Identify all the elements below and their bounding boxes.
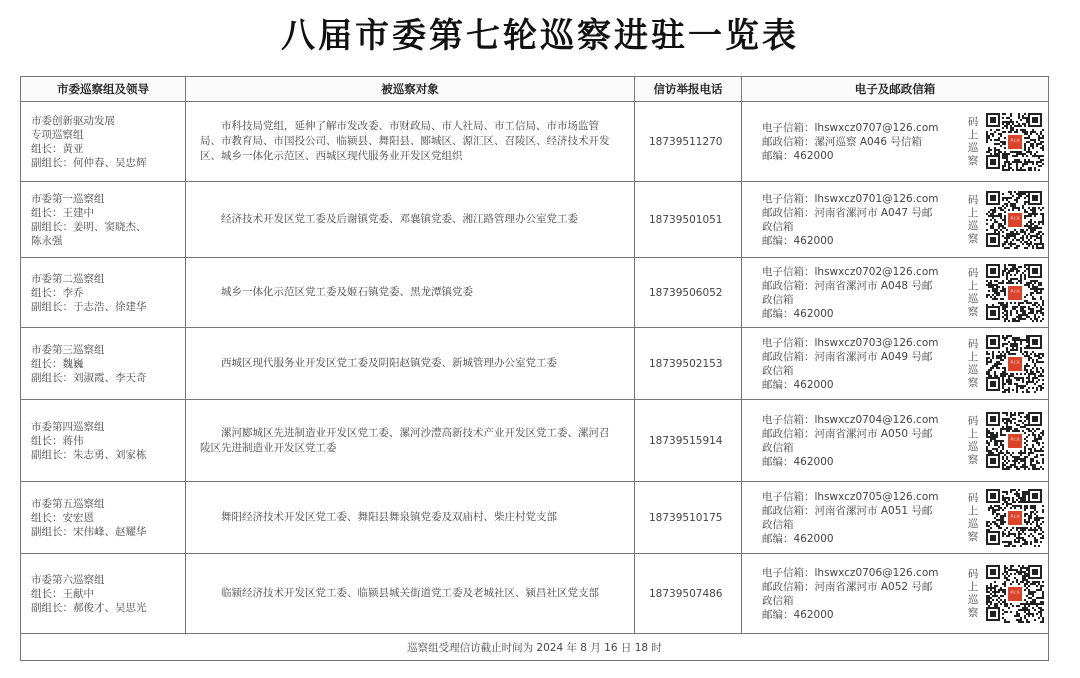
mailbox-line: 政信箱 xyxy=(762,594,794,607)
mailbox-line: 邮政信箱：河南省漯河市 A049 号邮 xyxy=(762,350,933,363)
report-phone: 18739507486 xyxy=(635,554,742,634)
inspected-target-cell xyxy=(186,182,635,258)
inspected-target-text: 西城区现代服务业开发区党工委及阴阳赵镇党委、新城管理办公室党工委 xyxy=(221,357,557,369)
mailbox-line: 邮编：462000 xyxy=(762,608,834,621)
footer-row xyxy=(21,634,1049,661)
inspection-group-cell xyxy=(21,182,186,258)
page-title: 八届市委第七轮巡察进驻一览表 xyxy=(281,16,799,56)
inspected-target-text: 经济技术开发区党工委及后谢镇党委、邓襄镇党委、湘江路管理办公室党工委 xyxy=(221,213,578,225)
inspected-target-text: 城乡一体化示范区党工委及姬石镇党委、黑龙潭镇党委 xyxy=(221,286,473,298)
inspected-target-cell xyxy=(186,328,635,400)
qr-badge-label: 码上巡 xyxy=(1010,589,1020,594)
table-row xyxy=(21,482,1049,554)
mailbox-line: 电子信箱：lhswxcz0703@126.com xyxy=(762,336,939,349)
mailbox-line: 政信箱 xyxy=(762,441,794,454)
mailbox-text xyxy=(762,265,962,321)
qr-code-graphic xyxy=(986,412,1044,470)
inspected-target-cell xyxy=(186,258,635,328)
table-row xyxy=(21,182,1049,258)
mailbox-line: 邮政信箱：河南省漯河市 A050 号邮 xyxy=(762,427,933,440)
qr-code-graphic xyxy=(986,191,1044,249)
group-line: 陈永强 xyxy=(31,234,63,247)
mailbox-line: 邮编：462000 xyxy=(762,234,834,247)
group-line: 副组长：姜明、窦晓杰、 xyxy=(31,220,147,233)
scan-label: 码上巡察 xyxy=(967,337,979,389)
mailbox-line: 邮政信箱：漯河巡察 A046 号信箱 xyxy=(762,135,922,148)
header-group: 市委巡察组及领导 xyxy=(21,77,186,102)
scan-label: 码上巡察 xyxy=(967,115,979,167)
mailbox-line: 邮编：462000 xyxy=(762,455,834,468)
group-line: 副组长：郝俊才、吴思光 xyxy=(31,601,147,614)
inspected-target-cell xyxy=(186,482,635,554)
mailbox-line: 政信箱 xyxy=(762,364,794,377)
qr-badge-label: 码上巡 xyxy=(1010,215,1020,220)
header-phone: 信访举报电话 xyxy=(635,77,742,102)
group-line: 组长：王献中 xyxy=(31,587,94,600)
mailbox-cell xyxy=(742,400,1049,482)
qr-code-icon[interactable] xyxy=(986,191,1044,249)
mailbox-line: 政信箱 xyxy=(762,293,794,306)
scan-label: 码上巡察 xyxy=(967,193,979,245)
qr-code-icon[interactable] xyxy=(986,412,1044,470)
group-line: 市委第五巡察组 xyxy=(31,497,105,510)
inspection-group-cell xyxy=(21,102,186,182)
inspection-group-cell xyxy=(21,258,186,328)
mailbox-line: 电子信箱：lhswxcz0706@126.com xyxy=(762,566,939,579)
qr-code-graphic xyxy=(986,264,1044,322)
qr-code-icon[interactable] xyxy=(986,489,1044,547)
mailbox-line: 电子信箱：lhswxcz0705@126.com xyxy=(762,490,939,503)
mailbox-line: 邮政信箱：河南省漯河市 A052 号邮 xyxy=(762,580,933,593)
mailbox-line: 电子信箱：lhswxcz0707@126.com xyxy=(762,121,939,134)
mailbox-line: 邮政信箱：河南省漯河市 A051 号邮 xyxy=(762,504,933,517)
group-line: 市委创新驱动发展 xyxy=(31,114,115,127)
mailbox-text xyxy=(762,490,962,546)
scan-label: 码上巡察 xyxy=(967,491,979,543)
mailbox-line: 电子信箱：lhswxcz0704@126.com xyxy=(762,413,939,426)
mailbox-text xyxy=(762,336,962,392)
qr-badge-label: 码上巡 xyxy=(1010,436,1020,441)
inspected-target-text: 临颍经济技术开发区党工委、临颍县城关街道党工委及老城社区、颍昌社区党支部 xyxy=(221,587,599,599)
mailbox-line: 邮政信箱：河南省漯河市 A047 号邮 xyxy=(762,206,933,219)
qr-code-icon[interactable] xyxy=(986,565,1044,623)
mailbox-line: 邮编：462000 xyxy=(762,532,834,545)
mailbox-text xyxy=(762,566,962,622)
report-phone: 18739510175 xyxy=(635,482,742,554)
mailbox-line: 邮编：462000 xyxy=(762,149,834,162)
group-line: 组长：黄亚 xyxy=(31,142,84,155)
qr-code-graphic xyxy=(986,113,1044,171)
inspected-target-text: 市科技局党组，延伸了解市发改委、市财政局、市人社局、市工信局、市市场监管局、市教育局、市国投公司、临颍县、舞阳县、郾城区、源汇区、召陵区、经济技术开发区、城乡一体化示范区、西城区现代服务业开发区党组织 xyxy=(200,120,610,162)
group-line: 组长：李乔 xyxy=(31,286,84,299)
deadline-note: 巡察组受理信访截止时间为 2024 年 8 月 16 日 18 时 xyxy=(21,634,1049,661)
qr-code-graphic xyxy=(986,335,1044,393)
mailbox-text xyxy=(762,192,962,248)
table-row xyxy=(21,400,1049,482)
inspection-group-cell xyxy=(21,482,186,554)
qr-code-graphic xyxy=(986,565,1044,623)
group-line: 市委第四巡察组 xyxy=(31,420,105,433)
mailbox-cell xyxy=(742,554,1049,634)
report-phone: 18739501051 xyxy=(635,182,742,258)
qr-badge-label: 码上巡 xyxy=(1010,359,1020,364)
inspection-group-cell xyxy=(21,400,186,482)
mailbox-cell xyxy=(742,482,1049,554)
report-phone: 18739515914 xyxy=(635,400,742,482)
group-line: 组长：蒋伟 xyxy=(31,434,84,447)
table-row xyxy=(21,102,1049,182)
inspection-table xyxy=(20,76,1049,661)
group-line: 副组长：朱志勇、刘家栋 xyxy=(31,448,147,461)
group-line: 组长：王建中 xyxy=(31,206,94,219)
mailbox-line: 电子信箱：lhswxcz0701@126.com xyxy=(762,192,939,205)
group-line: 市委第三巡察组 xyxy=(31,343,105,356)
group-line: 副组长：于志浩、徐建华 xyxy=(31,300,147,313)
mailbox-cell xyxy=(742,328,1049,400)
qr-badge-label: 码上巡 xyxy=(1010,137,1020,142)
group-line: 副组长：何仲春、吴忠辉 xyxy=(31,156,147,169)
group-line: 组长：安宏恩 xyxy=(31,511,94,524)
mailbox-cell xyxy=(742,258,1049,328)
group-line: 副组长：刘淑霞、李天奇 xyxy=(31,371,147,384)
mailbox-line: 邮政信箱：河南省漯河市 A048 号邮 xyxy=(762,279,933,292)
mailbox-cell xyxy=(742,102,1049,182)
group-line: 组长：魏巍 xyxy=(31,357,84,370)
scan-label: 码上巡察 xyxy=(967,414,979,466)
mailbox-line: 邮编：462000 xyxy=(762,307,834,320)
qr-badge-label: 码上巡 xyxy=(1010,513,1020,518)
table-header-row xyxy=(21,77,1049,102)
mailbox-text xyxy=(762,413,962,469)
qr-code-icon[interactable] xyxy=(986,335,1044,393)
qr-code-icon[interactable] xyxy=(986,264,1044,322)
group-line: 市委第二巡察组 xyxy=(31,272,105,285)
mailbox-cell xyxy=(742,182,1049,258)
header-target: 被巡察对象 xyxy=(186,77,635,102)
mailbox-line: 政信箱 xyxy=(762,220,794,233)
inspected-target-text: 舞阳经济技术开发区党工委、舞阳县舞泉镇党委及双庙村、柴庄村党支部 xyxy=(221,511,557,523)
group-line: 市委第一巡察组 xyxy=(31,192,105,205)
mailbox-line: 政信箱 xyxy=(762,518,794,531)
inspected-target-cell xyxy=(186,554,635,634)
group-line: 副组长：宋伟峰、赵耀华 xyxy=(31,525,147,538)
report-phone: 18739511270 xyxy=(635,102,742,182)
scan-label: 码上巡察 xyxy=(967,266,979,318)
scan-label: 码上巡察 xyxy=(967,567,979,619)
report-phone: 18739506052 xyxy=(635,258,742,328)
inspected-target-text: 漯河郾城区先进制造业开发区党工委、漯河沙澧高新技术产业开发区党工委、漯河召陵区先进制造业开发区党工委 xyxy=(200,426,610,454)
mailbox-line: 邮编：462000 xyxy=(762,378,834,391)
table-row xyxy=(21,328,1049,400)
qr-code-graphic xyxy=(986,489,1044,547)
group-line: 专项巡察组 xyxy=(31,128,84,141)
mailbox-text xyxy=(762,121,962,163)
header-mail: 电子及邮政信箱 xyxy=(742,77,1049,102)
table-row xyxy=(21,258,1049,328)
inspected-target-cell xyxy=(186,400,635,482)
mailbox-line: 电子信箱：lhswxcz0702@126.com xyxy=(762,265,939,278)
qr-badge-label: 码上巡 xyxy=(1010,288,1020,293)
table-row xyxy=(21,554,1049,634)
qr-code-icon[interactable] xyxy=(986,113,1044,171)
inspection-group-cell xyxy=(21,328,186,400)
report-phone: 18739502153 xyxy=(635,328,742,400)
inspection-group-cell xyxy=(21,554,186,634)
inspected-target-cell xyxy=(186,102,635,182)
group-line: 市委第六巡察组 xyxy=(31,573,105,586)
